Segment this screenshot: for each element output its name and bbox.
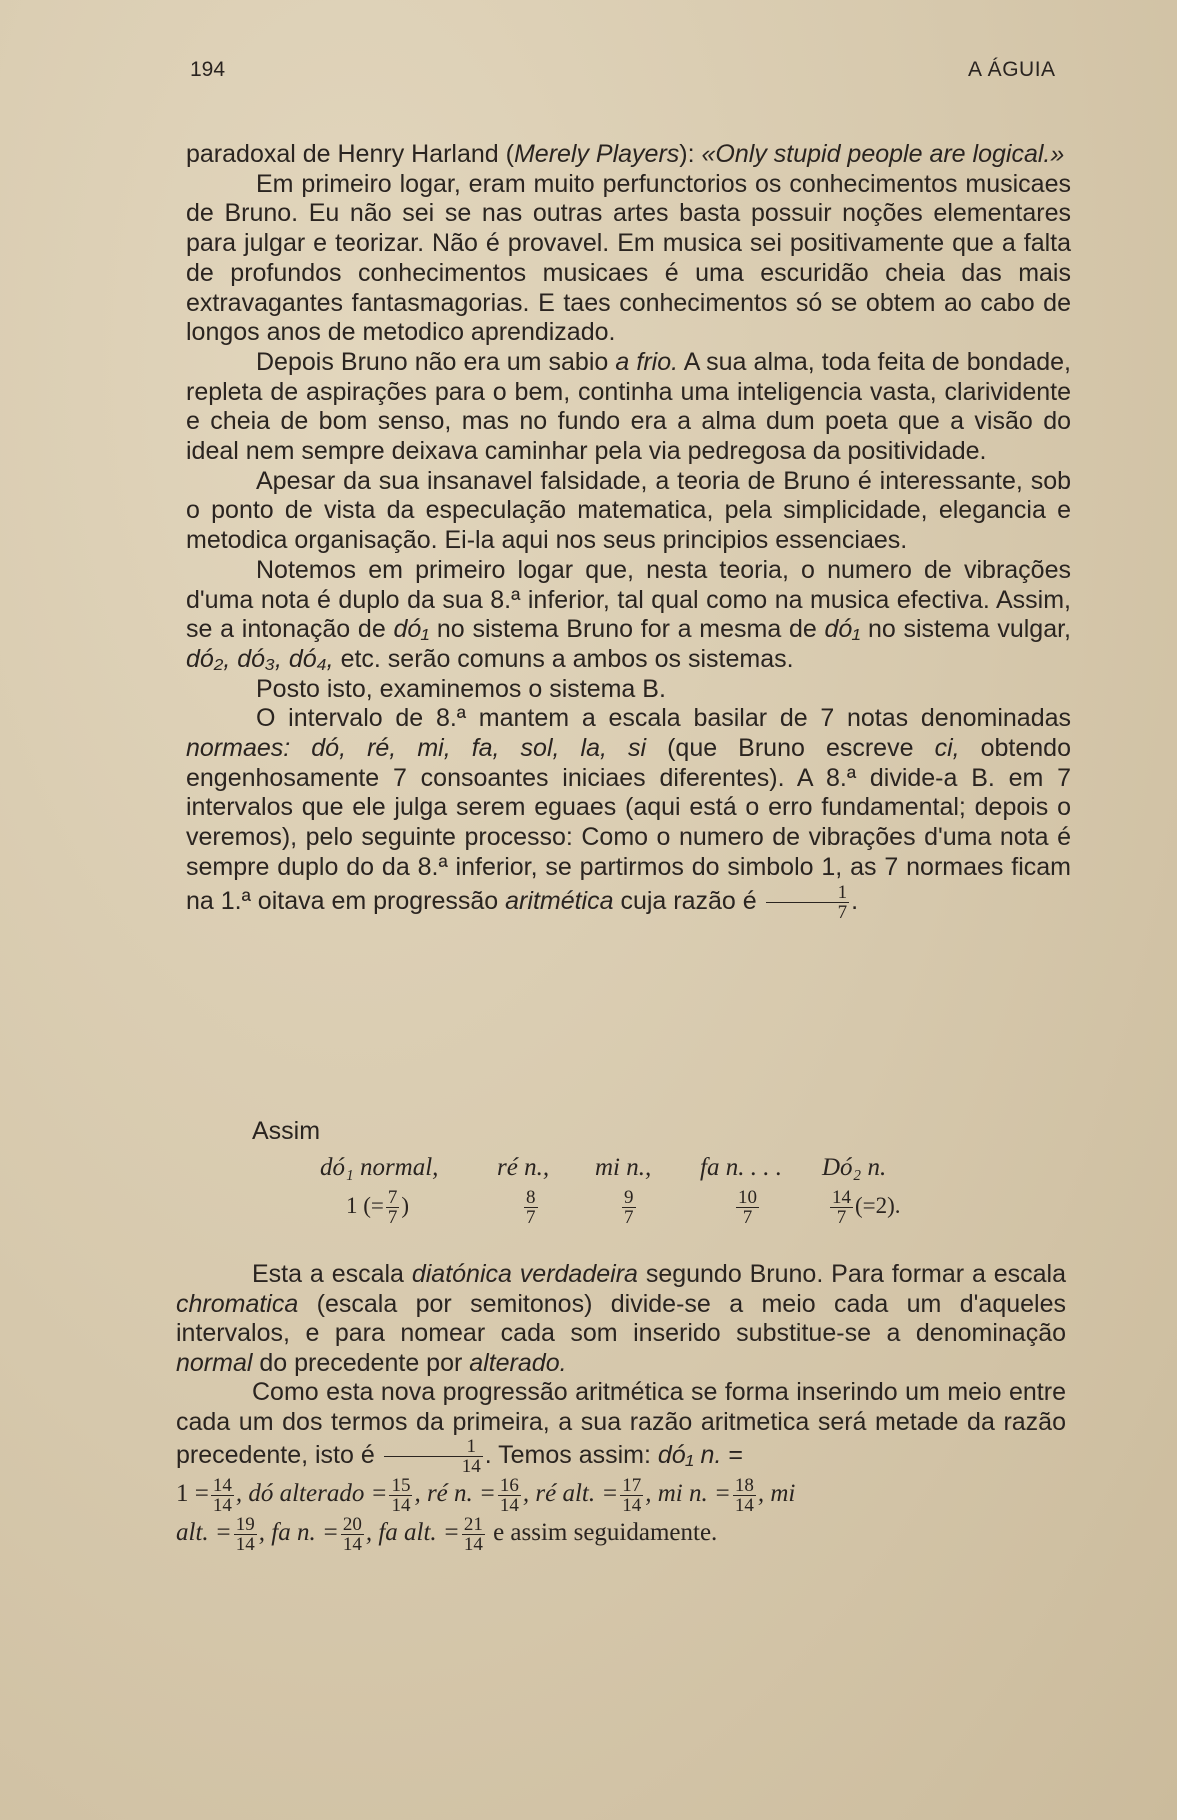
scale-name: ré n., xyxy=(497,1154,550,1181)
text-run: . Temos assim: xyxy=(484,1441,658,1470)
numerator: 10 xyxy=(738,1187,757,1208)
page-number: 194 xyxy=(190,58,226,81)
text-run: Como esta nova progressão aritmética se forma inserindo um meio entre cada um dos termos da primeira, a sua razão aritmetica será metade da razão precedente, isto é xyxy=(176,1378,1066,1470)
text-run: dó₁ n. xyxy=(657,1441,722,1470)
text-run: do precedente por xyxy=(252,1348,470,1377)
text-run: no sistema Bruno for a mesma de xyxy=(429,615,825,644)
eq-text: , dó alterado = xyxy=(235,1480,388,1508)
denominator: 7 xyxy=(836,1207,847,1228)
paragraph xyxy=(186,348,1071,467)
eq-text: , ré alt. = xyxy=(522,1480,619,1508)
denominator: 14 xyxy=(391,1495,411,1516)
text-run: diatónica verdadeira xyxy=(411,1260,638,1288)
numerator: 1 xyxy=(384,1437,483,1457)
scale-value xyxy=(620,1188,638,1227)
value-text: (=2). xyxy=(855,1192,901,1218)
denominator: 14 xyxy=(499,1495,519,1516)
paragraph: Apesar da sua insanavel falsidade, a teoria de Bruno é interessante, sob o ponto de vista da especulação matematica, pela simplicidade, elegancia e metodica organisação. Ei-la aqui nos seus principios essenciaes. xyxy=(186,466,1071,555)
fraction xyxy=(211,1476,234,1515)
fraction xyxy=(341,1515,364,1554)
text-run: dó₁ xyxy=(824,615,861,644)
text-run: (que Bruno escreve xyxy=(646,734,935,763)
quotation: «Only stupid people are logical.» xyxy=(701,140,1065,168)
numerator: 8 xyxy=(526,1187,536,1208)
main-text xyxy=(186,140,1071,922)
numerator: 14 xyxy=(832,1187,851,1208)
numerator: 21 xyxy=(463,1514,483,1535)
eq-text: , fa n. = xyxy=(258,1519,339,1547)
fraction xyxy=(766,883,850,922)
scale-name: Dó₂ n. xyxy=(822,1154,887,1181)
text-run: obtendo engenhosamente 7 consoantes iniciaes diferentes). A 8.ª divide-a B. em 7 intervalos que ele julga serem eguaes (aqui está o erro fundamental; depois o veremos), pelo seguinte processo: Como o numero de vibrações d'uma nota é sempre duplo do da 8.ª inferior, se partirmos do simbolo 1, as 7 normaes ficam na 1.ª oitava em progressão xyxy=(186,734,1071,915)
text-run: = xyxy=(721,1441,743,1470)
text-run: ci, xyxy=(934,734,960,763)
fraction xyxy=(830,1188,853,1227)
value-text: ) xyxy=(401,1192,410,1218)
equation-line xyxy=(176,1515,1066,1554)
denominator: 14 xyxy=(235,1534,255,1555)
denominator: 14 xyxy=(463,1534,483,1555)
denominator: 7 xyxy=(837,901,848,923)
paragraph: Posto isto, examinemos o sistema B. xyxy=(256,674,666,703)
text-run: aritmética xyxy=(505,886,614,915)
scale-name: mi n., xyxy=(595,1154,652,1181)
text-run: segundo Bruno. Para formar a escala xyxy=(637,1260,1067,1288)
eq-text: alt. = xyxy=(176,1519,232,1547)
text-run: chromatica xyxy=(176,1289,299,1318)
eq-text: , mi xyxy=(757,1480,796,1508)
fraction xyxy=(498,1476,521,1515)
numerator: 1 xyxy=(766,883,850,903)
eq-text: 1 = xyxy=(176,1480,209,1508)
text-run: paradoxal de Henry Harland ( xyxy=(186,140,514,168)
lower-text xyxy=(176,1260,1066,1554)
eq-text: , fa alt. = xyxy=(365,1519,460,1547)
scale-value xyxy=(828,1188,901,1227)
scale-name: dó₁ normal, xyxy=(320,1154,439,1181)
text-run: Depois Bruno não era um sabio xyxy=(256,347,616,376)
denominator: 7 xyxy=(624,1207,634,1228)
text-run: normaes: dó, ré, mi, fa, sol, la, si xyxy=(186,734,647,763)
paragraph xyxy=(186,140,1071,170)
fraction xyxy=(386,1188,400,1227)
paragraph: O intervalo de 8.ª mantem a escala basilar de 7 notas denominadas normaes: dó, ré, mi, fa, sol, la, si (que Bruno escreve ci, obtendo engenhosamente 7 consoantes iniciaes diferentes). A 8.ª divide-a B. em 7 intervalos que ele julga serem eguaes (aqui está o erro fundamental; depois o veremos), pelo seguinte processo: Como o numero de vibrações d'uma nota é sempre duplo do da 8.ª inferior, se partirmos do simbolo 1, as 7 normaes ficam na 1.ª oitava em progressão aritmética cuja razão é $\frac{1}{7}$ . xyxy=(186,704,1071,923)
paragraph xyxy=(176,1260,1066,1378)
fraction xyxy=(524,1188,538,1227)
denominator: 14 xyxy=(342,1534,362,1555)
text-run: (escala por semitonos) divide-se a meio cada um d'aqueles intervalos, e para nomear cada som inserido substitue-se a denominação xyxy=(176,1289,1066,1347)
paragraph xyxy=(176,1378,1066,1476)
numerator: 18 xyxy=(734,1475,754,1496)
denominator: 14 xyxy=(212,1495,232,1516)
value-text: (= xyxy=(363,1192,384,1218)
denominator: 14 xyxy=(734,1495,754,1516)
numerator: 9 xyxy=(624,1187,634,1208)
text-run: Esta a escala xyxy=(252,1260,412,1288)
paragraph xyxy=(186,556,1071,675)
numerator: 20 xyxy=(342,1514,362,1535)
eq-text: e assim seguidamente. xyxy=(486,1519,718,1547)
fraction xyxy=(462,1515,485,1554)
fraction xyxy=(736,1188,759,1227)
text-run: O intervalo de 8.ª mantem a escala basilar de 7 notas denominadas xyxy=(256,704,1071,733)
scale-value xyxy=(346,1188,409,1227)
text-run: cuja razão é xyxy=(613,886,764,915)
numerator: 7 xyxy=(387,1187,398,1208)
text-run: alterado. xyxy=(469,1348,567,1377)
text-run: etc. serão comuns a ambos os sistemas. xyxy=(333,644,794,673)
paragraph-assim: Assim xyxy=(252,1117,321,1145)
fraction xyxy=(622,1188,636,1227)
value-text: 1 xyxy=(346,1192,358,1218)
text-run: dó₁ xyxy=(393,615,430,644)
denominator: 14 xyxy=(461,1456,481,1477)
numerator: 17 xyxy=(622,1475,642,1496)
equation-line xyxy=(176,1476,1066,1515)
denominator: 7 xyxy=(387,1207,398,1228)
book-title: Merely Players xyxy=(513,140,680,168)
numerator: 15 xyxy=(391,1475,411,1496)
text-run: no sistema vulgar, xyxy=(860,615,1072,644)
eq-text: , ré n. = xyxy=(414,1480,496,1508)
running-title: A ÁGUIA xyxy=(968,58,1056,81)
denominator: 14 xyxy=(622,1495,642,1516)
text-run: dó₂, dó₃, dó₄, xyxy=(186,644,334,673)
paragraph: Em primeiro logar, eram muito perfunctorios os conhecimentos musicaes de Bruno. Eu não sei se nas outras artes basta possuir noções elementares para julgar e teorizar. Não é provavel. Em musica sei positivamente que a falta de profundos conhecimentos musicaes é uma escuridão cheia das mais extravagantes fantasmagorias. E taes conhecimentos só se obtem ao cabo de longos anos de metodico aprendizado. xyxy=(186,169,1071,347)
fraction xyxy=(234,1515,257,1554)
denominator: 7 xyxy=(742,1207,753,1228)
text-run: normal xyxy=(176,1348,253,1377)
numerator: 14 xyxy=(212,1475,232,1496)
denominator: 7 xyxy=(526,1207,536,1228)
numerator: 19 xyxy=(235,1514,255,1535)
fraction xyxy=(733,1476,756,1515)
text-run: A sua alma, toda feita de bondade, repleta de aspirações para o bem, continha uma inteligencia vasta, clarividente e cheia de bom senso, mas no fundo era a alma dum poeta que a visão do ideal nem sempre deixava caminhar pela via pedregosa da positividade. xyxy=(186,347,1072,466)
scale-value xyxy=(522,1188,540,1227)
text-run: a frio. xyxy=(615,347,679,376)
fraction xyxy=(620,1476,643,1515)
text-run: Notemos em primeiro logar que, nesta teoria, o numero de vibrações d'uma nota é duplo da sua 8.ª inferior, tal qual como na musica efectiva. Assim, se a intonação de xyxy=(186,555,1071,644)
text-run: ): xyxy=(679,140,702,168)
numerator: 16 xyxy=(499,1475,519,1496)
scale-value xyxy=(734,1188,761,1227)
fraction xyxy=(384,1437,483,1476)
fraction xyxy=(389,1476,412,1515)
eq-text: , mi n. = xyxy=(645,1480,731,1508)
scale-name: fa n. . . . xyxy=(700,1154,782,1181)
